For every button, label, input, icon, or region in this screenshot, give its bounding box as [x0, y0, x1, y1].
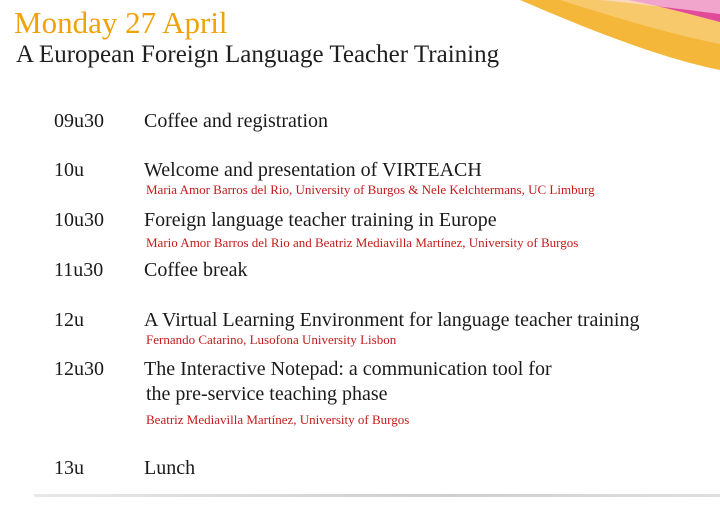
schedule-title: Welcome and presentation of VIRTEACH — [144, 159, 482, 181]
schedule-title: Lunch — [144, 457, 196, 479]
schedule-time: 10u — [54, 159, 84, 181]
schedule-time: 10u30 — [54, 209, 104, 231]
schedule-title-continued: the pre-service teaching phase — [146, 383, 388, 405]
schedule-time: 11u30 — [54, 259, 104, 281]
schedule-title: Coffee and registration — [144, 110, 329, 132]
schedule-speaker: Mario Amor Barros del Rio and Beatriz Mediavilla Martínez, University of Burgos — [146, 235, 579, 250]
schedule-time: 13u — [54, 457, 84, 479]
schedule-speaker: Fernando Catarino, Lusofona University Lisbon — [146, 332, 397, 347]
schedule-title: Coffee break — [144, 259, 248, 281]
schedule-speaker: Beatriz Mediavilla Martínez, University of Burgos — [146, 412, 410, 427]
schedule-time: 09u30 — [54, 110, 104, 132]
event-date: Monday 27 April — [14, 5, 228, 40]
bottom-divider — [34, 494, 720, 497]
schedule-title: Foreign language teacher training in Europe — [144, 209, 497, 231]
schedule-speaker: Maria Amor Barros del Rio, University of Burgos & Nele Kelchtermans, UC Limburg — [146, 182, 595, 197]
schedule-time: 12u — [54, 309, 84, 331]
schedule-title: A Virtual Learning Environment for language teacher training — [144, 309, 640, 331]
event-title: A European Foreign Language Teacher Training — [16, 41, 500, 68]
schedule-title: The Interactive Notepad: a communication tool for — [144, 358, 552, 380]
schedule-time: 12u30 — [54, 358, 104, 380]
